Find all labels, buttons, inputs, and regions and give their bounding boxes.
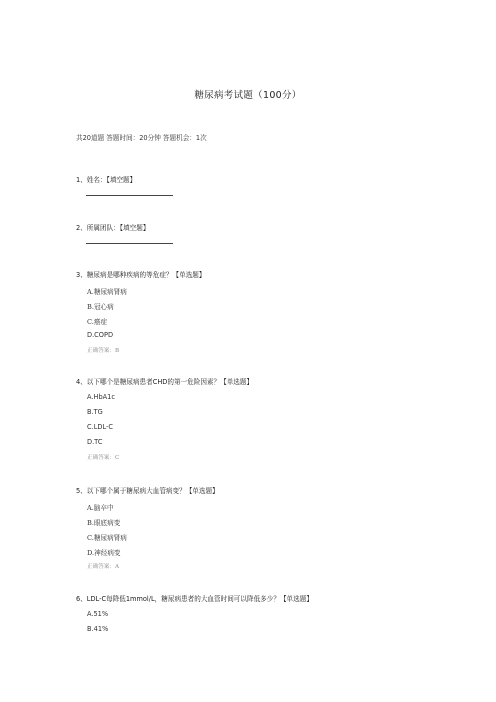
question-4-answer: 正确答案：C <box>87 455 120 461</box>
question-6: 6、LDL-C每降低1mmol/L，糖尿病患者的大血管时间可以降低多少？【单选题】 <box>76 595 313 603</box>
question-3: 3、糖尿病是哪种疾病的等危症？【单选题】 <box>76 271 206 279</box>
question-3-answer: 正确答案：B <box>87 348 120 354</box>
question-3-option-d[interactable]: D.COPD <box>87 331 114 339</box>
question-5-option-c[interactable]: C.糖尿病肾病 <box>87 534 127 542</box>
question-5-answer: 正确答案：A <box>87 564 120 570</box>
question-4: 4、以下哪个是糖尿病患者CHD的第一危险因素？【单选题】 <box>76 378 254 386</box>
question-5-option-b[interactable]: B.眼底病变 <box>87 519 121 527</box>
question-5-option-a[interactable]: A.脑卒中 <box>87 504 114 512</box>
question-2: 2、所属团队：【填空题】 <box>76 224 150 232</box>
team-answer-blank[interactable] <box>86 243 173 244</box>
name-answer-blank[interactable] <box>86 195 173 196</box>
question-6-option-b[interactable]: B.41% <box>87 625 109 633</box>
question-3-option-a[interactable]: A.糖尿病肾病 <box>87 288 127 296</box>
question-3-option-b[interactable]: B.冠心病 <box>87 303 114 311</box>
question-4-option-d[interactable]: D.TC <box>87 438 103 446</box>
question-4-option-b[interactable]: B.TG <box>87 408 103 416</box>
question-4-option-a[interactable]: A.HbA1c <box>87 393 115 401</box>
question-3-option-c[interactable]: C.癌症 <box>87 318 108 326</box>
question-5: 5、以下哪个属于糖尿病大血管病变？【单选题】 <box>76 487 219 495</box>
document-title: 糖尿病考试题（100分） <box>194 90 302 101</box>
question-6-option-a[interactable]: A.51% <box>87 610 109 618</box>
quiz-meta-info: 共20道题 答题时间：20分钟 答题机会：1次 <box>76 134 207 142</box>
question-4-option-c[interactable]: C.LDL-C <box>87 423 113 431</box>
question-5-option-d[interactable]: D.神经病变 <box>87 549 121 557</box>
question-1: 1、姓名：【填空题】 <box>76 176 137 184</box>
